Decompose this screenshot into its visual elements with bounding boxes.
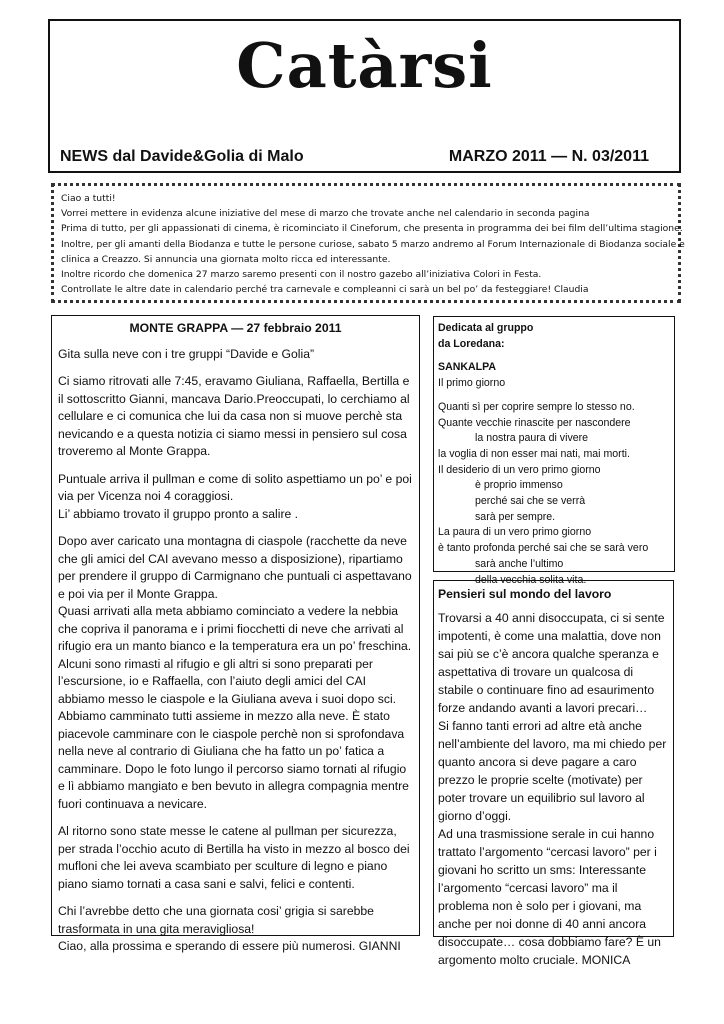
article-paragraph: [58, 823, 413, 893]
poem-dedication: da Loredana:: [438, 337, 505, 350]
article-paragraph: [58, 346, 413, 364]
article-paragraph: Trovarsi a 40 anni disoccupata, ci si sente impotenti, è come una malattia, dove non sai più se c’è ancora qualche speranza e aspettativa di trovare un qualcosa di stabile o continuare fino ad esaurimento forze andando avanti a lavori precari…: [438, 611, 665, 715]
work-article-heading: Pensieri sul mondo del lavoro: [438, 587, 612, 601]
intro-line: Ciao a tutti!: [61, 193, 116, 204]
article-text: Puntuale arriva il pullman e come di solito aspettiamo un po’ e poi via per Vicenza noi 4 coraggiosi.: [58, 471, 412, 503]
article-text: Al ritorno sono state messe le catene al pullman per sicurezza, per strada l’occhio acuto di Bertilla ha visto in mezzo al bosco dei mufloni che lei aveva scambiato per sculture di legno e piano piano siamo tornati a casa sani e salvi, felici e contenti.: [58, 824, 410, 891]
intro-line: Vorrei mettere in evidenza alcune iniziative del mese di marzo che trovate anche nel calendario in seconda pagina: [61, 208, 590, 220]
article-paragraph: Si fanno tanti errori ad altre età anche nell’ambiente del lavoro, ma mi chiedo per quanto ancora si deve pagare a caro prezzo le proprie scelte (motivate) per poter trovare un equilibrio sul lavoro al giorno d’oggi.: [438, 719, 667, 823]
article-text: Ci siamo ritrovati alle 7:45, eravamo Giuliana, Raffaella, Bertilla e il sottoscritto Gianni, mancava Dario.Preoccupati, lo cerchiamo al cellulare e ci comunica che lui da casa non si muove perchè sta nevicando e a questa notizia ci siamo messi in pensiero sul cosa troveremo al Monte Grappa.: [58, 374, 410, 458]
poem-line: sarà per sempre.: [475, 510, 556, 523]
article-text: Abbiamo camminato tutti assieme in mezzo alla neve. È stato piacevole camminare con le ciaspole perchè non si sprofondava nella neve al contrario di Giuliana che ha fatto un po’ fatica a camminare. Dopo le foto lungo il percorso siamo tornati al rifugio e lì abbiamo mangiato e ben bevuto in allegra compagnia mentre fuori continuava a nevicare.: [58, 709, 409, 811]
poem-dedication: Dedicata al gruppo: [438, 322, 534, 334]
article-paragraph: [58, 903, 413, 956]
poem-line: è tanto profonda perché sai che se sarà vero: [438, 542, 649, 555]
article-text: Dopo aver caricato una montagna di ciaspole (racchette da neve che gli amici del CAI avevano messo a disposizione), ripartiamo per prendere il gruppo di Carmignano che puntuali ci aspettavano e poi via per il Monte Grappa.: [58, 534, 412, 601]
poem-line: sarà anche l’ultimo: [475, 557, 564, 570]
newsletter-title: Catàrsi: [236, 29, 493, 102]
article-paragraph: Ad una trasmissione serale in cui hanno trattato l’argomento “cercasi lavoro” per i giovani ho scritto un sms: Interessante l’argomento “cercasi lavoro” ma il problema non è solo per i giovani, ma anche per noi donne di 40 anni ancora disoccupate… cosa dobbiamo fare? È un argomento molto cruciale. MONICA: [438, 827, 661, 967]
article-paragraph: [58, 373, 413, 461]
article-text: Gita sulla neve con i tre gruppi “Davide e Golia”: [58, 346, 315, 361]
poem-box: [433, 316, 675, 586]
intro-line: Inoltre, per gli amanti della Biodanza e tutte le persone curiose, sabato 5 marzo andremo al Forum Internazionale di Biodanza sociale e: [61, 238, 685, 250]
newsletter-subtitle: NEWS dal Davide&Golia di Malo: [60, 148, 304, 165]
issue-date: MARZO 2011 — N. 03/2011: [448, 148, 649, 165]
poem-line: la nostra paura di vivere: [475, 432, 589, 445]
article-paragraph: [58, 471, 413, 524]
intro-box: [51, 183, 685, 303]
intro-line: Inoltre ricordo che domenica 27 marzo saremo presenti con il nostro gazebo all’iniziativa Colori in Festa.: [61, 269, 542, 281]
article-text: Li’ abbiamo trovato il gruppo pronto a salire .: [58, 506, 299, 521]
poem-subtitle: Il primo giorno: [438, 377, 506, 390]
article-text: Chi l’avrebbe detto che una giornata cosi’ grigia si sarebbe trasformata in una gita meravigliosa!: [58, 904, 374, 936]
poem-line: Quanti sì per coprire sempre lo stesso no.: [438, 400, 635, 413]
poem-lines: [438, 400, 670, 588]
main-article: [51, 315, 420, 953]
article-paragraph: [58, 533, 413, 813]
poem-line: della vecchia solita vita.: [475, 573, 587, 586]
poem-line: Il desiderio di un vero primo giorno: [438, 463, 601, 476]
intro-line: Prima di tutto, per gli appassionati di cinema, è ricominciato il Cineforum, che presenta in programma dei bei film dell’ultima stagione.: [61, 223, 683, 235]
masthead: [48, 19, 681, 173]
poem-line: Quante vecchie rinascite per nascondere: [438, 416, 631, 429]
article-text: Quasi arrivati alla meta abbiamo cominciato a vedere la nebbia che copriva il panorama e i primi fiocchetti di neve che arrivati al rifugio era un manto bianco e la temperatura era un po’ freschina. Alcuni sono rimasti al rifugio e gli altri si sono preparati per l’escursione, io e Raffaella, con l’aiuto degli amici del CAI abbiamo messo le ciaspole e la Giuliana aveva i suoi dopo sci.: [58, 604, 412, 706]
work-article: [433, 580, 674, 967]
poem-line: la voglia di non esser mai nati, mai morti.: [438, 447, 630, 460]
poem-line: perché sai che se verrà: [475, 495, 586, 508]
poem-line: è proprio immenso: [475, 479, 563, 492]
poem-line: La paura di un vero primo giorno: [438, 526, 592, 539]
main-article-heading: MONTE GRAPPA — 27 febbraio 2011: [129, 321, 342, 335]
intro-line: Controllate le altre date in calendario perché tra carnevale e compleanni ci sarà un bel po’ da festeggiare! Claudia: [61, 284, 589, 296]
intro-line: clinica a Creazzo. Si annuncia una giornata molto ricca ed interessante.: [61, 253, 391, 265]
article-text: Ciao, alla prossima e sperando di essere più numerosi. GIANNI: [58, 939, 401, 953]
poem-title: SANKALPA: [438, 361, 497, 374]
